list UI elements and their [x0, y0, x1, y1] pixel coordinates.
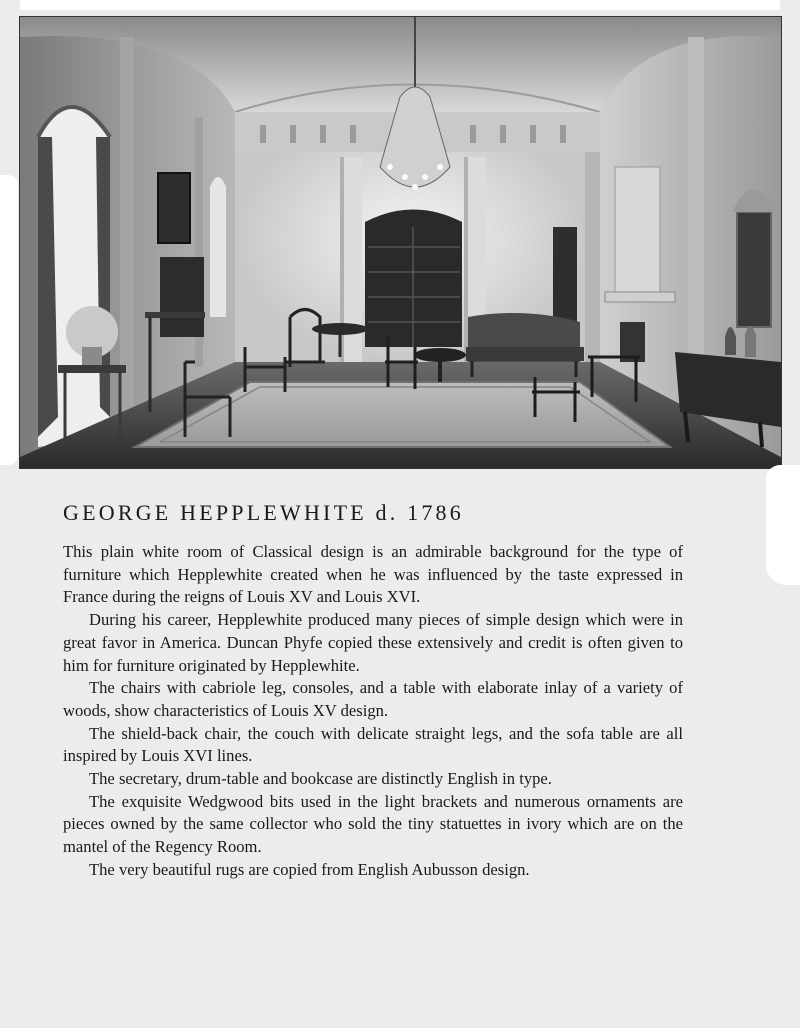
body-text	[63, 541, 683, 882]
paragraph: The chairs with cabriole leg, consoles, and a table with elaborate inlay of a variety of woods, show characteristics of Louis XV design.	[63, 678, 683, 720]
scan-edge-right	[766, 465, 800, 585]
paragraph: This plain white room of Classical design is an admirable background for the type of furniture which Hepplewhite created when he was influenced by the taste expressed in France during the reigns of Louis XV and Louis XVI.	[63, 542, 683, 607]
room-photograph-drawing	[20, 17, 781, 468]
page-title: GEORGE HEPPLEWHITE d. 1786	[63, 500, 464, 525]
scan-edge-top	[20, 0, 780, 10]
paragraph: The exquisite Wedgwood bits used in the light brackets and numerous ornaments are pieces owned by the same collector who sold the tiny statuettes in ivory which are on the mantel of the Regency Room.	[63, 791, 683, 857]
paragraph: The very beautiful rugs are copied from English Aubusson design.	[89, 859, 530, 879]
paragraph: The shield-back chair, the couch with delicate straight legs, and the sofa table are all inspired by Louis XVI lines.	[63, 723, 683, 766]
room-photograph	[19, 16, 782, 469]
paragraph: The secretary, drum-table and bookcase are distinctly English in type.	[89, 769, 552, 789]
paragraph: During his career, Hepplewhite produced many pieces of simple design which were in great favor in America. Duncan Phyfe copied these extensively and credit is often given to him for furniture originated by Hepplewhite.	[63, 610, 683, 675]
scan-edge-left	[0, 175, 18, 465]
